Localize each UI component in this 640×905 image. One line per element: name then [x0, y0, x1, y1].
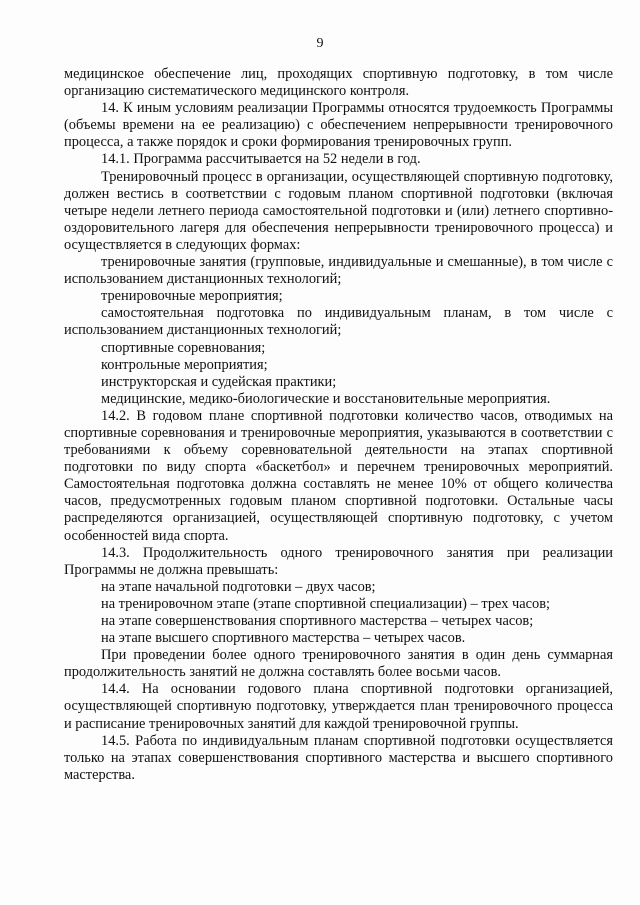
- document-body: [64, 66, 613, 784]
- list-item: контрольные мероприятия;: [101, 356, 268, 373]
- paragraph: 14.2. В годовом плане спортивной подготовки количество часов, отводимых на спортивные соревнования и тренировочные мероприятия, указываются в соответствии с требованиями к объему соревновательной деятельности на этапах спортивной подготовки по виду спорта «баскетбол» и перечнем тренировочных мероприятий. Самостоятельная подготовка должна составлять не менее 10% от общего количества часов, предусмотренных годовым планом спортивной подготовки. Остальные часы распределяются организацией, осуществляющей спортивную подготовку, с учетом особенностей вида спорта.: [64, 407, 613, 544]
- list-item: тренировочные мероприятия;: [101, 288, 283, 305]
- list-item: на этапе начальной подготовки – двух часов;: [101, 578, 376, 595]
- list-item: на тренировочном этапе (этапе спортивной специализации) – трех часов;: [101, 595, 551, 612]
- list-item: тренировочные занятия (групповые, индивидуальные и смешанные), в том числе с использованием дистанционных технологий;: [64, 254, 613, 288]
- page-number: 9: [316, 36, 324, 51]
- list-item: инструкторская и судейская практики;: [101, 373, 337, 390]
- paragraph: 14.1. Программа рассчитывается на 52 недели в год.: [101, 151, 421, 168]
- list-item: на этапе высшего спортивного мастерства – четырех часов.: [101, 630, 466, 647]
- list-item: спортивные соревнования;: [101, 339, 266, 356]
- paragraph: 14. К иным условиям реализации Программы относятся трудоемкость Программы (объемы времени на ее реализацию) с обеспечением непрерывности тренировочного процесса, а также порядок и сроки формирования тренировочных групп.: [64, 100, 613, 151]
- paragraph: 14.3. Продолжительность одного тренировочного занятия при реализации Программы не должна превышать:: [64, 544, 613, 578]
- paragraph: Тренировочный процесс в организации, осуществляющей спортивную подготовку, должен вестись в соответствии с годовым планом спортивной подготовки (включая четыре недели летнего периода самостоятельной подготовки и (или) летнего спортивно-оздоровительного лагеря для обеспечения непрерывности тренировочного процесса) и осуществляется в следующих формах:: [64, 168, 613, 253]
- list-item: медицинские, медико-биологические и восстановительные мероприятия.: [101, 390, 551, 407]
- list-item: на этапе совершенствования спортивного мастерства – четырех часов;: [101, 613, 534, 629]
- paragraph: медицинское обеспечение лиц, проходящих спортивную подготовку, в том числе организацию систематического медицинского контроля.: [64, 66, 613, 100]
- paragraph: 14.4. На основании годового плана спортивной подготовки организацией, осуществляющей спортивную подготовку, утверждается план тренировочного процесса и расписание тренировочных занятий для каждой тренировочной группы.: [64, 681, 613, 732]
- paragraph: При проведении более одного тренировочного занятия в один день суммарная продолжительность занятий не должна составлять более восьми часов.: [64, 647, 613, 681]
- list-item: самостоятельная подготовка по индивидуальным планам, в том числе с использованием дистанционных технологий;: [64, 305, 613, 339]
- paragraph: 14.5. Работа по индивидуальным планам спортивной подготовки осуществляется только на этапах совершенствования спортивного мастерства и высшего спортивного мастерства.: [64, 732, 613, 783]
